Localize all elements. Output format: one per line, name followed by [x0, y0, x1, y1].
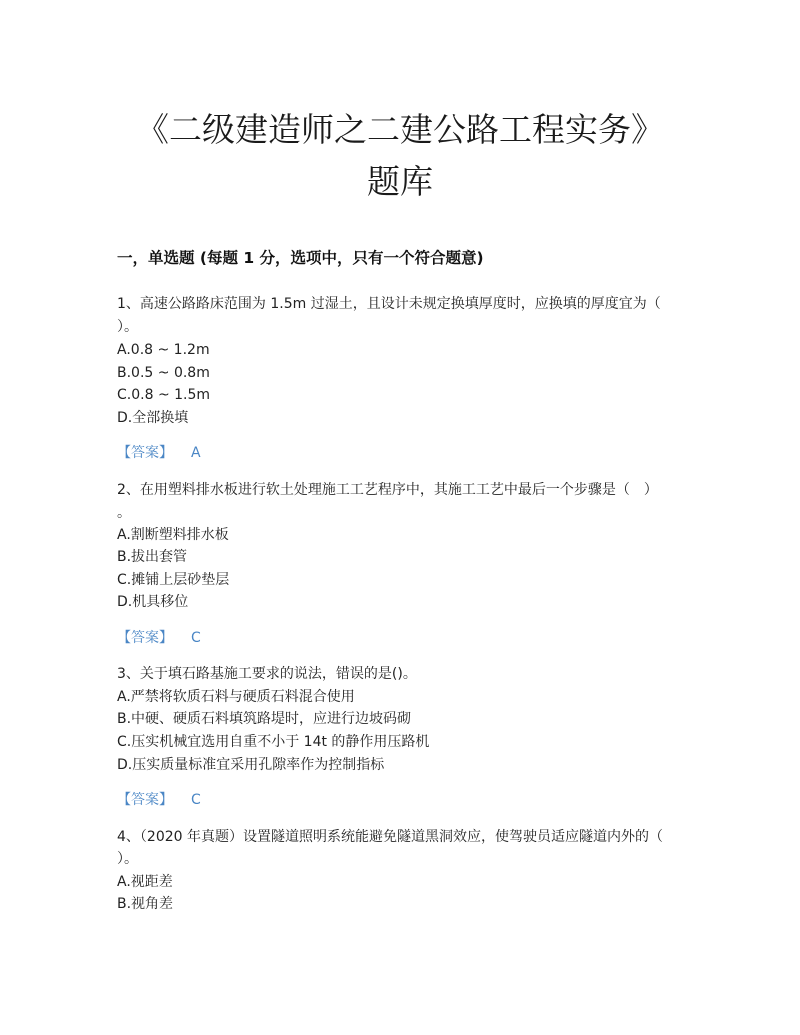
answer-line — [117, 627, 201, 649]
answer-value: A — [191, 445, 201, 461]
document-title-line-2: 题库 — [367, 162, 433, 201]
section-heading: 一，单选题 (每题 1 分，选项中，只有一个符合题意) — [117, 249, 484, 267]
question-stem-continued: 。 — [117, 505, 131, 521]
option-a: A.割断塑料排水板 — [117, 527, 229, 543]
question-stem: 1、高速公路路床范围为 1.5m 过湿土，且设计未规定换填厚度时，应换填的厚度宜为（ — [117, 296, 661, 312]
option-d: D.机具移位 — [117, 594, 189, 610]
option-a: A.0.8 ~ 1.2m — [117, 342, 210, 358]
option-c: C.摊铺上层砂垫层 — [117, 572, 230, 588]
answer-value: C — [191, 792, 201, 808]
option-d: D.压实质量标准宜采用孔隙率作为控制指标 — [117, 757, 385, 773]
option-b: B.0.5 ~ 0.8m — [117, 365, 210, 381]
option-b: B.中硬、硬质石料填筑路堤时，应进行边坡码砌 — [117, 711, 412, 727]
option-a: A.视距差 — [117, 874, 173, 890]
question-stem-continued: ）。 — [117, 851, 138, 867]
option-b: B.拔出套管 — [117, 549, 188, 565]
question-stem-continued: ）。 — [117, 319, 138, 335]
answer-line — [117, 789, 201, 811]
option-b: B.视角差 — [117, 896, 174, 912]
option-c: C.压实机械宜选用自重不小于 14t 的静作用压路机 — [117, 734, 430, 750]
answer-label: 【答案】 — [117, 445, 173, 461]
question-stem: 3、关于填石路基施工要求的说法，错误的是()。 — [117, 666, 417, 682]
option-d: D.全部换填 — [117, 410, 189, 426]
document-title-line-1: 《二级建造师之二建公路工程实务》 — [136, 110, 664, 149]
answer-line — [117, 442, 201, 464]
answer-label: 【答案】 — [117, 792, 173, 808]
question-stem: 4、（2020 年真题）设置隧道照明系统能避免隧道黑洞效应，使驾驶员适应隧道内外的（ — [117, 829, 663, 845]
answer-value: C — [191, 630, 201, 646]
option-a: A.严禁将软质石料与硬质石料混合使用 — [117, 689, 355, 705]
question-stem: 2、在用塑料排水板进行软土处理施工工艺程序中，其施工工艺中最后一个步骤是（ ） — [117, 482, 658, 498]
option-c: C.0.8 ~ 1.5m — [117, 387, 211, 403]
answer-label: 【答案】 — [117, 630, 173, 646]
